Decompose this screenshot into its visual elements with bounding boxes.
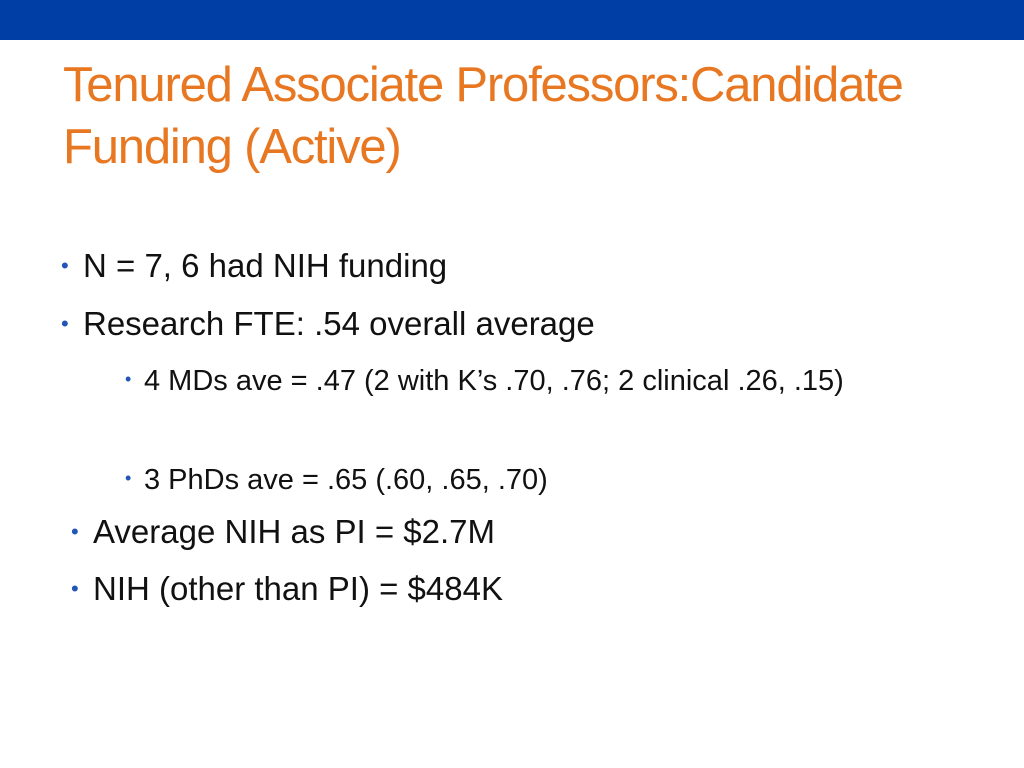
bullet-item (71, 512, 496, 552)
bullet-dot-icon: • (125, 369, 132, 389)
bullet-item (61, 246, 448, 286)
slide-title: Tenured Associate Professors:Candidate Funding (Active) (63, 58, 903, 174)
bullet-text: 3 PhDs ave = .65 (.60, .65, .70) (144, 464, 548, 496)
sub-bullet-item (125, 458, 548, 502)
bullet-text: Average NIH as PI = $2.7M (93, 513, 496, 550)
bullet-text: Research FTE: .54 overall average (83, 305, 595, 342)
bullet-dot-icon: • (71, 519, 79, 544)
bullet-text: 4 MDs ave = .47 (2 with K’s .70, .76; 2 clinical .26, .15) (144, 365, 844, 397)
sub-bullet-item (125, 359, 944, 403)
bullet-dot-icon: • (61, 311, 69, 336)
bullet-item (61, 304, 595, 344)
bullet-dot-icon: • (71, 576, 79, 601)
bullet-dot-icon: • (61, 253, 69, 278)
bullet-item (71, 569, 503, 609)
bullet-text: N = 7, 6 had NIH funding (83, 247, 448, 284)
header-bar (0, 0, 1024, 40)
bullet-dot-icon: • (125, 468, 132, 488)
bullet-text: NIH (other than PI) = $484K (93, 570, 503, 607)
